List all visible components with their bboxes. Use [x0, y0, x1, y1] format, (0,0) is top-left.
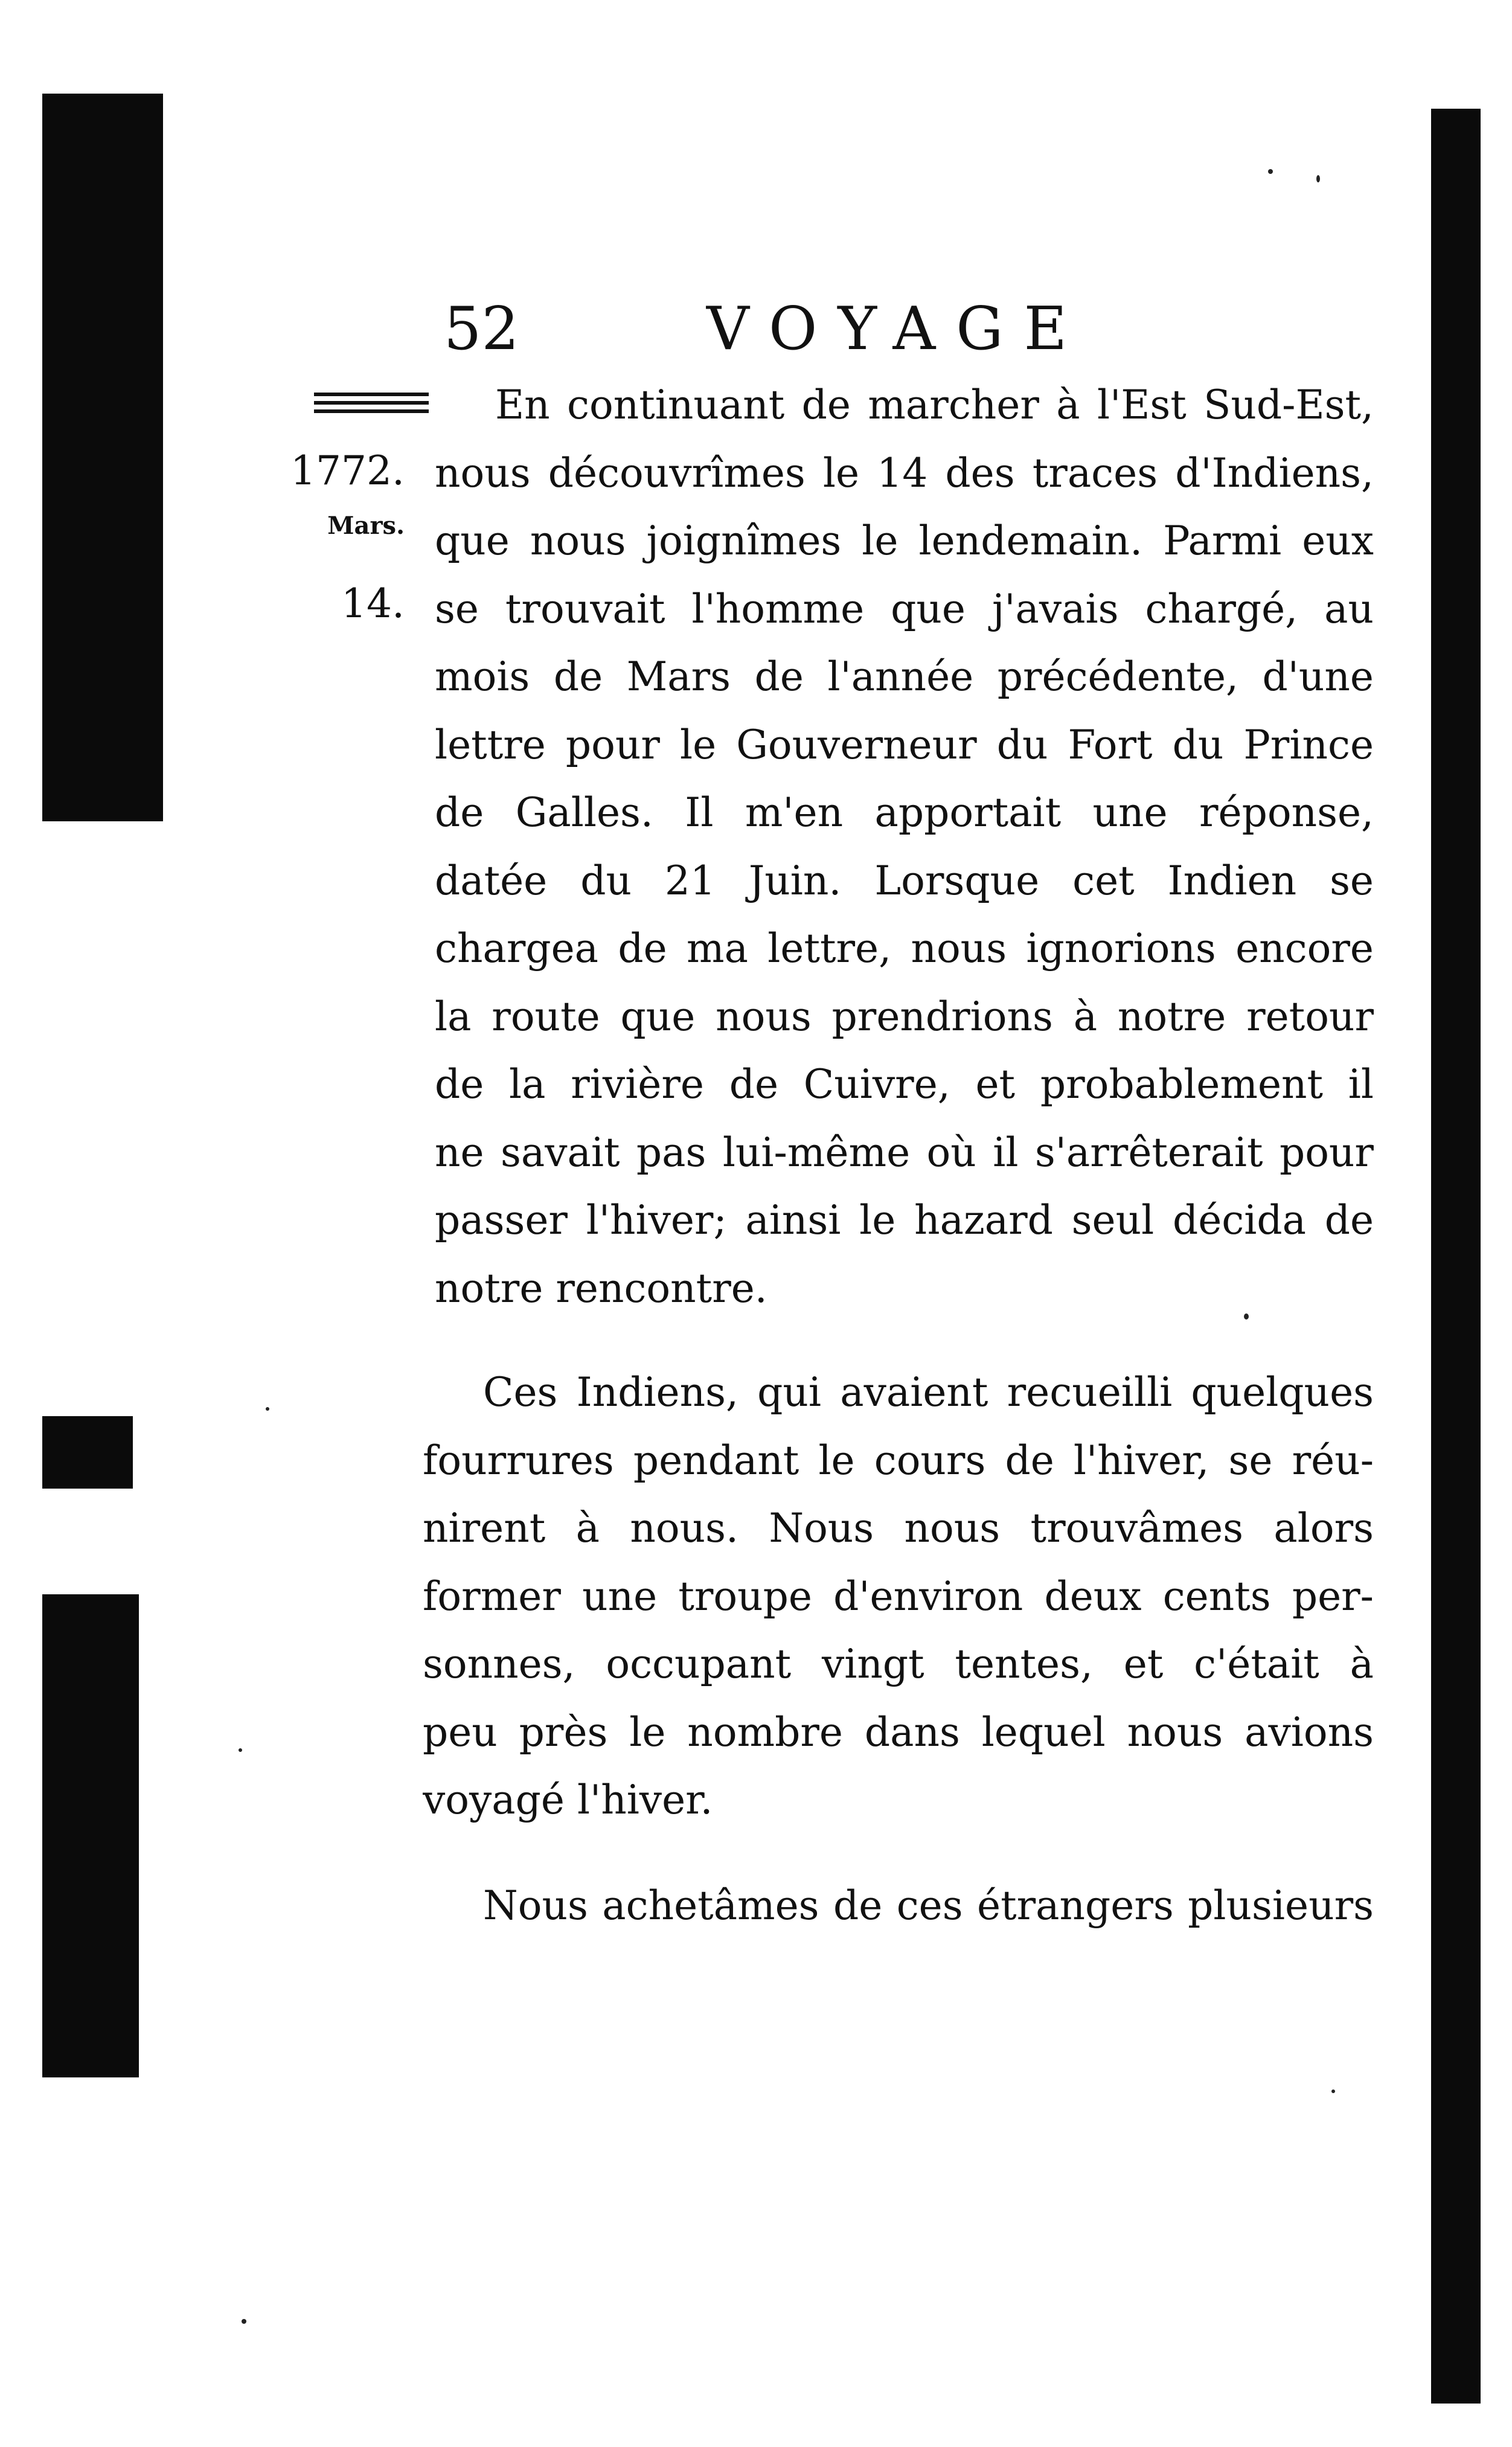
- text-line: ne savait pas lui-même où il s'arrêterait pour: [435, 1129, 1374, 1176]
- text-line: nous découvrîmes le 14 des traces d'Indiens,: [435, 449, 1374, 496]
- text-line: se trouvait l'homme que j'avais chargé, au: [435, 585, 1374, 632]
- text-line: mois de Mars de l'année précédente, d'une: [435, 653, 1374, 700]
- text-line: En continuant de marcher à l'Est Sud-Est,: [495, 382, 1374, 428]
- text-line: sonnes, occupant vingt tentes, et c'était à: [423, 1641, 1374, 1687]
- scan-speck: [239, 1748, 242, 1752]
- running-title: VOYAGE: [706, 295, 1088, 364]
- scan-speck: [242, 2319, 246, 2324]
- text-line: passer l'hiver; ainsi le hazard seul décida de: [435, 1197, 1374, 1243]
- text-line: chargea de ma lettre, nous ignorions encore: [435, 925, 1374, 972]
- text-line: de Galles. Il m'en apportait une réponse,: [435, 789, 1374, 836]
- scan-edge-right: [1431, 109, 1481, 2404]
- margin-note-year: 1772.: [290, 447, 405, 494]
- text-line: que nous joignîmes le lendemain. Parmi eux: [435, 518, 1374, 564]
- scan-speck: [1268, 169, 1273, 174]
- scan-edge-left-top: [42, 94, 163, 821]
- paragraph: [435, 371, 1374, 1323]
- text-line: notre rencontre.: [435, 1265, 767, 1312]
- text-line: de la rivière de Cuivre, et probablement il: [435, 1061, 1374, 1108]
- text-line: former une troupe d'environ deux cents per-: [423, 1573, 1374, 1620]
- margin-note-day: 14.: [341, 580, 405, 627]
- text-line: la route que nous prendrions à notre retour: [435, 993, 1374, 1040]
- scan-edge-left-bottom: [42, 1594, 139, 2077]
- text-line: datée du 21 Juin. Lorsque cet Indien se: [435, 857, 1374, 904]
- scan-edge-left-middle: [42, 1416, 133, 1489]
- text-line: Ces Indiens, qui avaient recueilli quelques: [483, 1369, 1374, 1416]
- scan-speck: [266, 1407, 269, 1411]
- text-line: nirent à nous. Nous nous trouvâmes alors: [423, 1505, 1374, 1551]
- paragraph: [423, 1359, 1374, 1835]
- paragraph: [423, 1872, 1374, 1940]
- margin-rule: [314, 393, 429, 396]
- text-line: Nous achetâmes de ces étrangers plusieurs: [483, 1882, 1374, 1929]
- scan-speck: [1331, 2089, 1335, 2093]
- text-line: lettre pour le Gouverneur du Fort du Prince: [435, 721, 1374, 768]
- page-number: 52: [444, 295, 519, 364]
- scan-speck: [1316, 175, 1320, 182]
- margin-rule: [314, 401, 429, 405]
- text-line: voyagé l'hiver.: [423, 1777, 713, 1823]
- margin-note-month: Mars.: [327, 512, 405, 540]
- text-line: fourrures pendant le cours de l'hiver, se réu-: [423, 1437, 1374, 1484]
- text-line: peu près le nombre dans lequel nous avions: [423, 1708, 1374, 1756]
- margin-rule: [314, 409, 429, 413]
